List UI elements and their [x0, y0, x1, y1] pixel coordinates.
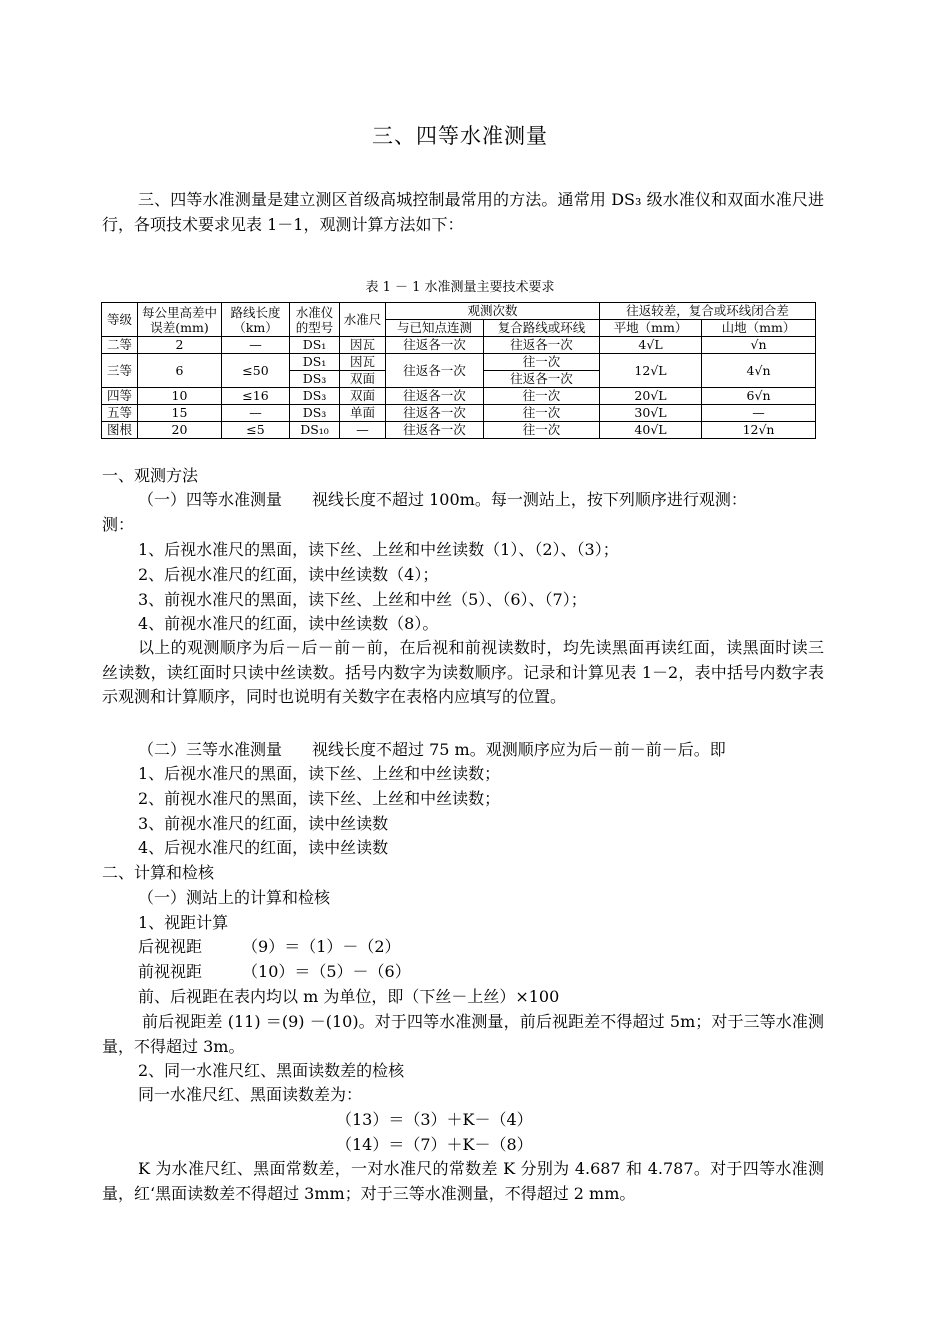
intro-paragraph: 三、四等水准测量是建立测区首级高城控制最常用的方法。通常用 DS₃ 级水准仪和双面水准尺进行，各项技术要求见表 1－1，观测计算方法如下： — [102, 190, 824, 234]
formula: （10）＝（5）－（6） — [242, 962, 411, 981]
cell-hill: 4√n — [702, 354, 816, 388]
cell-flat: 20√L — [600, 388, 702, 405]
cell-instrument: DS₁₀ — [290, 422, 340, 439]
subsection-heading — [138, 490, 747, 510]
formula-line — [138, 962, 411, 982]
header-error: 每公里高差中误差(mm) — [138, 303, 222, 337]
note-line: 前、后视距在表内均以 m 为单位，即（下丝－上丝）×100 — [138, 987, 560, 1006]
formula: （14）＝（7）＋K－（8） — [336, 1135, 533, 1154]
header-obs-known: 与已知点连测 — [386, 320, 484, 337]
subsection-text: 视线长度不超过 100m。每一测站上，按下列顺序进行观测： — [312, 490, 747, 509]
cell-error: 6 — [138, 354, 222, 388]
formula-label: 前视视距 — [138, 962, 203, 981]
cell-hill: 12√n — [702, 422, 816, 439]
paragraph: 以上的观测顺序为后－后－前－前，在后视和前视读数时，均先读黑面再读红面，读黑面时读三丝读数，读红面时只读中丝读数。括号内数字为读数顺序。记录和计算见表 1－2，表中括号内数字表示观测和计算顺序，同时也说明有关数字在表格内应填写的位置。 — [102, 638, 824, 706]
subsection-title: （一）四等水准测量 — [138, 490, 283, 509]
list-item: 1、后视水准尺的黑面，读下丝、上丝和中丝读数（1）、（2）、（3）； — [138, 540, 619, 559]
cell-obs-known: 往返各一次 — [386, 405, 484, 422]
cell-instrument: DS₃ — [290, 371, 340, 388]
header-obs: 观测次数 — [386, 303, 600, 320]
cell-flat: 12√L — [600, 354, 702, 388]
cell-obs-loop: 往一次 — [484, 422, 600, 439]
cell-flat: 30√L — [600, 405, 702, 422]
cell-grade: 二等 — [102, 337, 138, 354]
table-row — [102, 388, 816, 405]
cell-error: 10 — [138, 388, 222, 405]
list-item: 4、前视水准尺的红面，读中丝读数（8）。 — [138, 614, 439, 633]
cell-staff: 双面 — [340, 371, 386, 388]
list-item: 3、前视水准尺的黑面，读下丝、上丝和中丝（5）、（6）、（7）； — [138, 590, 587, 609]
subsection-heading: （一）测站上的计算和检核 — [138, 888, 331, 907]
formula-label: 后视视距 — [138, 937, 203, 956]
wrapped-text: 测： — [102, 515, 135, 534]
cell-obs-loop: 往一次 — [484, 354, 600, 371]
cell-obs-known: 往返各一次 — [386, 337, 484, 354]
cell-error: 2 — [138, 337, 222, 354]
header-obs-loop: 复合路线或环线 — [484, 320, 600, 337]
cell-obs-known: 往返各一次 — [386, 388, 484, 405]
cell-staff: 单面 — [340, 405, 386, 422]
cell-obs-loop: 往一次 — [484, 388, 600, 405]
header-staff: 水准尺 — [340, 303, 386, 337]
header-grade: 等级 — [102, 303, 138, 337]
cell-staff: 因瓦 — [340, 337, 386, 354]
subsection-heading — [138, 740, 726, 760]
table-row — [102, 422, 816, 439]
list-item: 4、后视水准尺的红面，读中丝读数 — [138, 838, 389, 857]
cell-obs-loop: 往返各一次 — [484, 337, 600, 354]
list-item: 2、同一水准尺红、黑面读数差的检核 — [138, 1061, 405, 1080]
cell-error: 15 — [138, 405, 222, 422]
subsection-text: 视线长度不超过 75 m。观测顺序应为后－前－前－后。即 — [312, 740, 726, 759]
subsection-title: （二）三等水准测量 — [138, 740, 283, 759]
cell-grade: 四等 — [102, 388, 138, 405]
table-caption: 表 1 － 1 水准测量主要技术要求 — [365, 280, 555, 295]
section-heading: 一、观测方法 — [102, 466, 199, 485]
cell-length: — — [222, 337, 290, 354]
cell-staff: 双面 — [340, 388, 386, 405]
header-closure: 往返较差，复合或环线闭合差 — [600, 303, 816, 320]
cell-staff: 因瓦 — [340, 354, 386, 371]
cell-instrument: DS₁ — [290, 354, 340, 371]
cell-hill: 6√n — [702, 388, 816, 405]
cell-obs-known: 往返各一次 — [386, 422, 484, 439]
table-row — [102, 354, 816, 371]
cell-flat: 4√L — [600, 337, 702, 354]
list-item: 3、前视水准尺的红面，读中丝读数 — [138, 814, 389, 833]
header-instrument: 水准仪的型号 — [290, 303, 340, 337]
list-item: 2、后视水准尺的红面，读中丝读数（4）； — [138, 565, 439, 584]
cell-flat: 40√L — [600, 422, 702, 439]
cell-obs-loop: 往一次 — [484, 405, 600, 422]
cell-grade: 三等 — [102, 354, 138, 388]
cell-instrument: DS₃ — [290, 405, 340, 422]
header-length: 路线长度（km） — [222, 303, 290, 337]
cell-grade: 五等 — [102, 405, 138, 422]
list-item: 1、视距计算 — [138, 913, 229, 932]
cell-error: 20 — [138, 422, 222, 439]
table-row — [102, 405, 816, 422]
text-line: 同一水准尺红、黑面读数差为： — [138, 1085, 363, 1104]
header-flat: 平地（mm） — [600, 320, 702, 337]
cell-instrument: DS₃ — [290, 388, 340, 405]
formula-line — [138, 937, 401, 957]
cell-instrument: DS₁ — [290, 337, 340, 354]
paragraph: K 为水准尺红、黑面常数差，一对水准尺的常数差 K 分别为 4.687 和 4.787。对于四等水准测量，红‘黑面读数差不得超过 3mm；对于三等水准测量，不得超过 2 mm。 — [102, 1159, 824, 1203]
cell-hill: — — [702, 405, 816, 422]
formula: （9）＝（1）－（2） — [242, 937, 401, 956]
cell-grade: 图根 — [102, 422, 138, 439]
table-row — [102, 337, 816, 354]
cell-obs-known: 往返各一次 — [386, 354, 484, 388]
list-item: 1、后视水准尺的黑面，读下丝、上丝和中丝读数； — [138, 764, 501, 783]
cell-length: — — [222, 405, 290, 422]
formula: （13）＝（3）＋K－（4） — [336, 1110, 533, 1129]
paragraph: 前后视距差 (11) ＝(9) －(10)。对于四等水准测量，前后视距差不得超过 5m；对于三等水准测量，不得超过 3m。 — [102, 1012, 824, 1056]
spec-table — [101, 302, 816, 439]
cell-hill: √n — [702, 337, 816, 354]
cell-length: ≤16 — [222, 388, 290, 405]
cell-length: ≤5 — [222, 422, 290, 439]
cell-staff: — — [340, 422, 386, 439]
page-title: 三、四等水准测量 — [372, 124, 548, 148]
header-hill: 山地（mm） — [702, 320, 816, 337]
table-header-row — [102, 303, 816, 320]
section-heading: 二、计算和检核 — [102, 863, 215, 882]
cell-length: ≤50 — [222, 354, 290, 388]
list-item: 2、前视水准尺的黑面，读下丝、上丝和中丝读数； — [138, 789, 501, 808]
cell-obs-loop: 往返各一次 — [484, 371, 600, 388]
